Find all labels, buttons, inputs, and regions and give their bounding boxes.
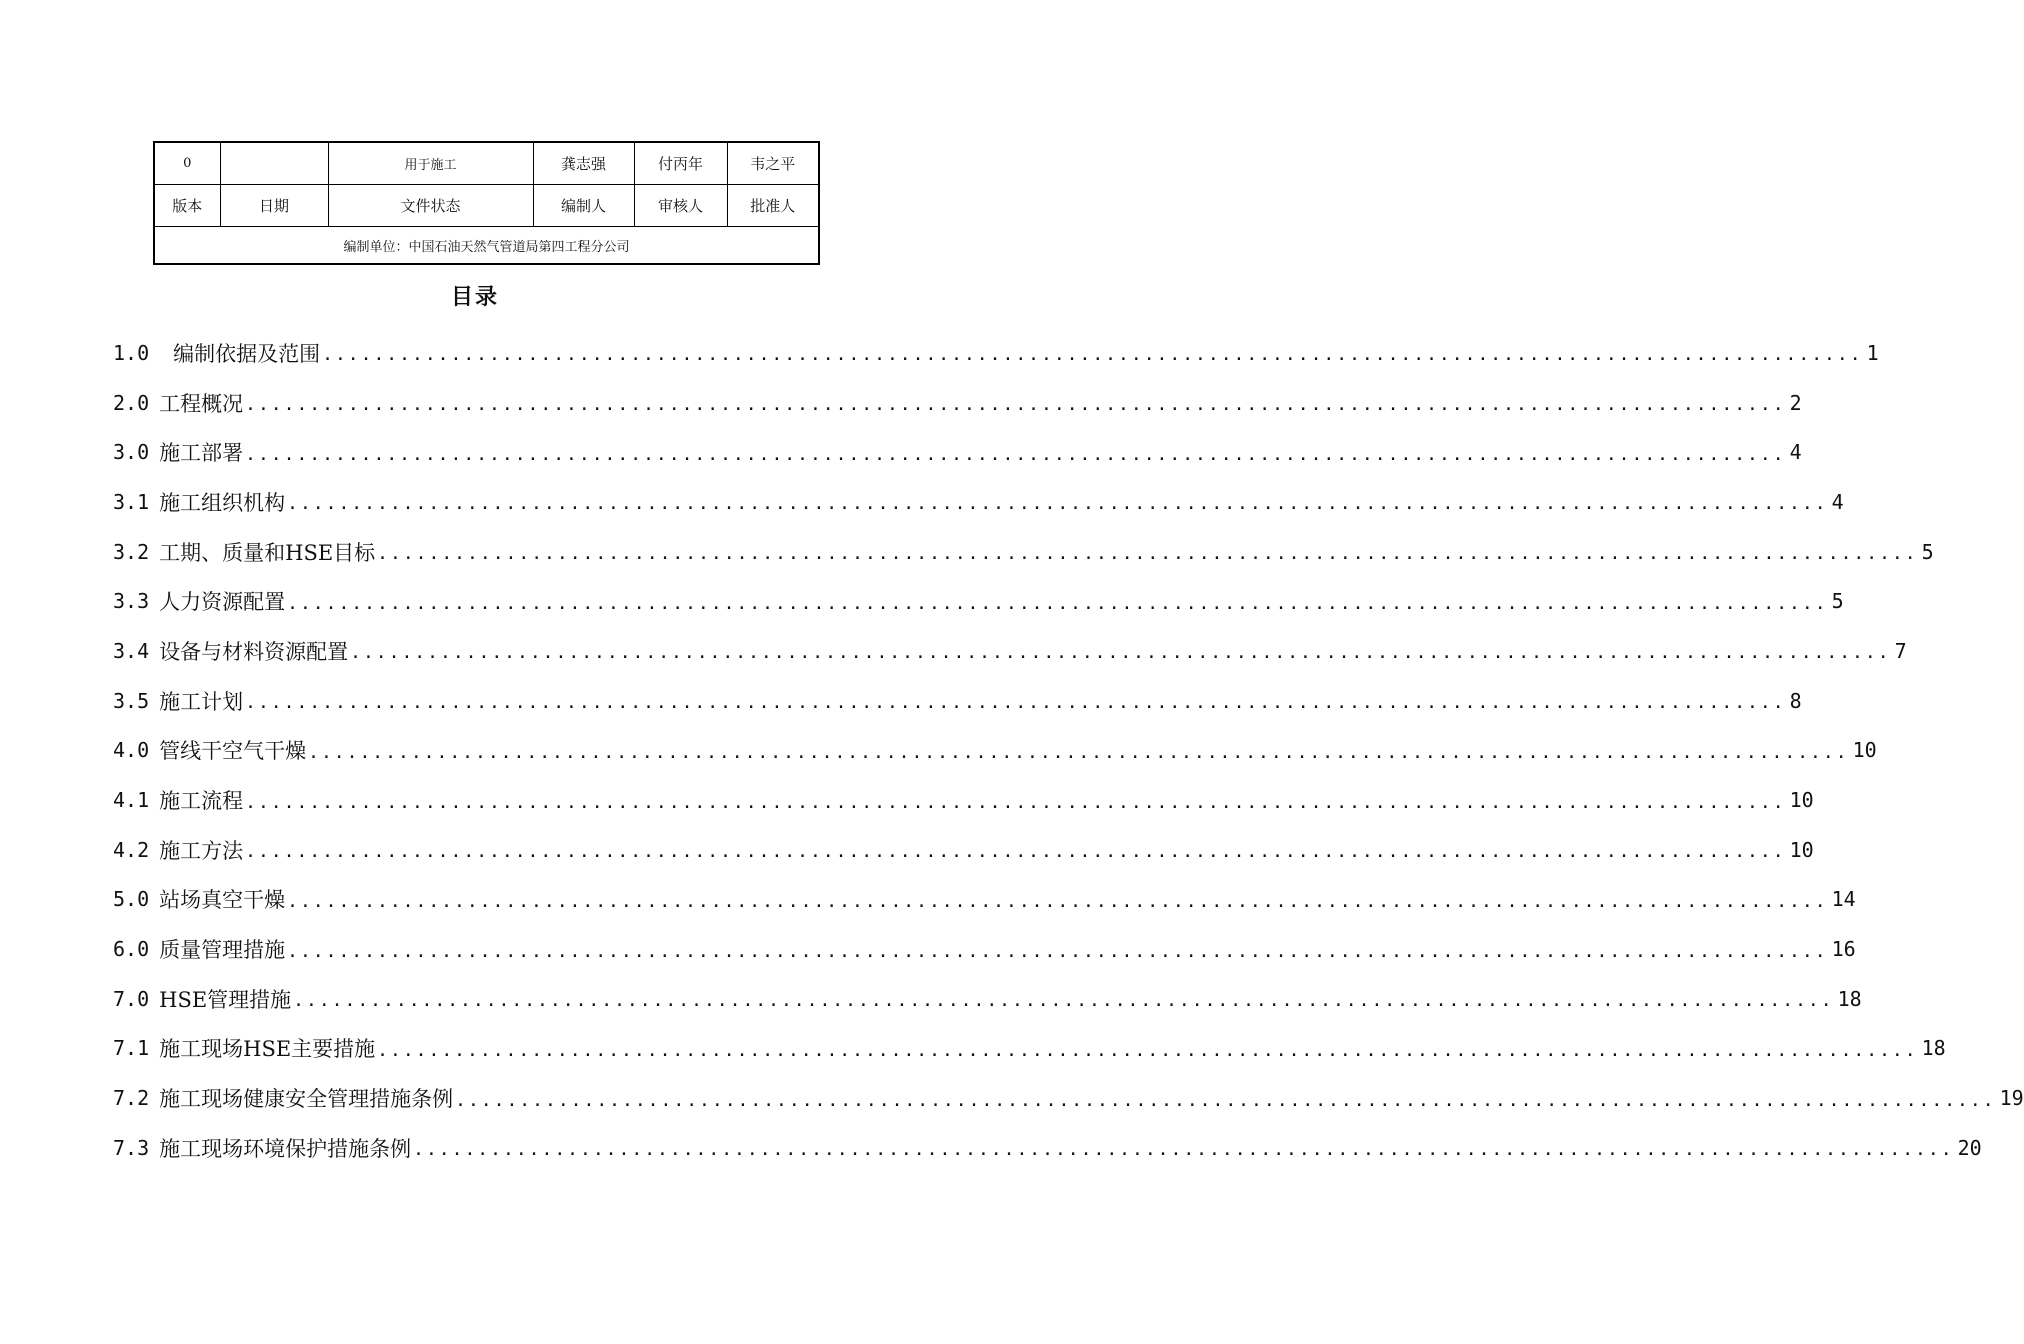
toc-entry-number: 7.2	[113, 1086, 150, 1111]
table-of-contents	[113, 328, 2024, 1173]
toc-entry-leader: ........................................................................................................................	[287, 940, 1828, 962]
toc-entry[interactable]	[113, 1123, 1982, 1173]
toc-entry-page: 4	[1789, 440, 1802, 465]
toc-entry-leader: ........................................................................................................................	[455, 1089, 1996, 1111]
toc-entry-page: 10	[1852, 738, 1877, 763]
toc-entry-leader: ........................................................................................................................	[377, 543, 1918, 565]
toc-entry-title: 施工方法	[159, 838, 244, 863]
toc-entry[interactable]	[113, 974, 1862, 1024]
toc-entry[interactable]	[113, 924, 1856, 974]
toc-entry-leader: ........................................................................................................................	[245, 841, 1786, 863]
toc-entry-number: 5.0	[113, 887, 150, 912]
toc-entry-number: 3.2	[113, 539, 150, 564]
reviewer-label: 审核人	[634, 185, 727, 227]
toc-entry[interactable]	[113, 527, 1934, 577]
toc-entry-title: 工程概况	[159, 391, 244, 416]
compiler-label: 编制人	[533, 185, 634, 227]
toc-entry[interactable]	[113, 576, 1844, 626]
toc-entry[interactable]	[113, 427, 1802, 477]
toc-entry-number: 4.1	[113, 788, 150, 813]
toc-entry-page: 1	[1866, 340, 1879, 365]
version-value: 0	[154, 142, 220, 185]
toc-entry-page: 2	[1789, 390, 1802, 415]
organization-cell: 编制单位：中国石油天然气管道局第四工程分公司	[154, 227, 819, 265]
toc-entry-page: 8	[1789, 688, 1802, 713]
date-value	[220, 142, 328, 185]
toc-entry-number: 7.1	[113, 1036, 150, 1061]
toc-entry-title: 施工组织机构	[159, 490, 286, 515]
toc-entry-number: 6.0	[113, 937, 150, 962]
toc-entry-leader: ........................................................................................................................	[413, 1139, 1954, 1161]
toc-entry[interactable]	[113, 378, 1802, 428]
toc-entry-leader: ........................................................................................................................	[245, 692, 1786, 714]
toc-entry-leader: ........................................................................................................................	[293, 990, 1834, 1012]
toc-entry-number: 3.1	[113, 489, 150, 514]
toc-entry-number: 3.3	[113, 589, 150, 614]
toc-entry-number: 2.0	[113, 390, 150, 415]
toc-entry-title: 施工现场环境保护措施条例	[159, 1136, 412, 1161]
toc-entry-leader: ........................................................................................................................	[322, 344, 1863, 366]
toc-entry-page: 19	[1999, 1086, 2024, 1111]
toc-entry-number: 4.2	[113, 837, 150, 862]
toc-entry-title: 施工计划	[159, 689, 244, 714]
toc-entry-page: 4	[1831, 489, 1844, 514]
toc-entry-page: 20	[1957, 1135, 1982, 1160]
toc-entry[interactable]	[113, 328, 1879, 378]
toc-entry-leader: ........................................................................................................................	[350, 642, 1891, 664]
toc-entry-number: 7.3	[113, 1135, 150, 1160]
toc-entry[interactable]	[113, 875, 1856, 925]
toc-entry-number: 3.0	[113, 440, 150, 465]
toc-entry-leader: ........................................................................................................................	[287, 890, 1828, 912]
toc-entry-leader: ........................................................................................................................	[287, 592, 1828, 614]
approver-label: 批准人	[727, 185, 819, 227]
toc-entry-page: 18	[1921, 1036, 1946, 1061]
toc-entry-leader: ........................................................................................................................	[245, 394, 1786, 416]
toc-entry[interactable]	[113, 1024, 1946, 1074]
toc-entry-page: 10	[1789, 788, 1814, 813]
status-value: 用于施工	[328, 142, 533, 185]
toc-entry[interactable]	[113, 1073, 2024, 1123]
approval-labels-row	[154, 185, 819, 227]
organization-row	[154, 227, 819, 265]
toc-entry-leader: ........................................................................................................................	[245, 791, 1786, 813]
approval-table	[153, 141, 820, 265]
toc-entry[interactable]	[113, 676, 1802, 726]
toc-entry-page: 18	[1837, 986, 1862, 1011]
approval-values-row	[154, 142, 819, 185]
toc-entry-page: 14	[1831, 887, 1856, 912]
reviewer-value: 付丙年	[634, 142, 727, 185]
toc-entry-number: 1.0	[113, 340, 150, 365]
version-label: 版本	[154, 185, 220, 227]
toc-entry-title: 设备与材料资源配置	[159, 639, 349, 664]
approver-value: 韦之平	[727, 142, 819, 185]
toc-entry-title: 施工现场HSE主要措施	[159, 1037, 376, 1062]
toc-entry-page: 5	[1831, 589, 1844, 614]
toc-entry[interactable]	[113, 775, 1814, 825]
toc-entry-title: 管线干空气干燥	[159, 739, 307, 764]
toc-entry-page: 5	[1921, 539, 1934, 564]
date-label: 日期	[220, 185, 328, 227]
toc-entry-leader: ........................................................................................................................	[377, 1039, 1918, 1061]
toc-entry-title: 编制依据及范围	[173, 341, 321, 366]
toc-entry[interactable]	[113, 626, 1907, 676]
toc-entry[interactable]	[113, 825, 1814, 875]
toc-entry-title: 施工部署	[159, 441, 244, 466]
toc-entry-page: 16	[1831, 937, 1856, 962]
toc-entry-title: 工期、质量和HSE目标	[159, 540, 376, 565]
compiler-value: 龚志强	[533, 142, 634, 185]
status-label: 文件状态	[328, 185, 533, 227]
toc-entry-title: HSE管理措施	[159, 987, 292, 1012]
toc-entry-title: 质量管理措施	[159, 938, 286, 963]
toc-entry[interactable]	[113, 726, 1877, 776]
toc-entry-leader: ........................................................................................................................	[245, 443, 1786, 465]
toc-entry-title: 人力资源配置	[159, 590, 286, 615]
toc-entry-title: 站场真空干燥	[159, 888, 286, 913]
toc-entry-page: 7	[1894, 638, 1907, 663]
toc-entry-number: 7.0	[113, 986, 150, 1011]
toc-entry-number: 4.0	[113, 738, 150, 763]
toc-entry-leader: ........................................................................................................................	[308, 741, 1849, 763]
toc-title: 目录	[450, 285, 499, 310]
toc-entry-title: 施工现场健康安全管理措施条例	[159, 1087, 454, 1112]
toc-entry-leader: ........................................................................................................................	[287, 493, 1828, 515]
toc-entry-number: 3.4	[113, 638, 150, 663]
toc-entry-number: 3.5	[113, 688, 150, 713]
toc-entry-title: 施工流程	[159, 789, 244, 814]
toc-entry-page: 10	[1789, 837, 1814, 862]
toc-entry[interactable]	[113, 477, 1844, 527]
